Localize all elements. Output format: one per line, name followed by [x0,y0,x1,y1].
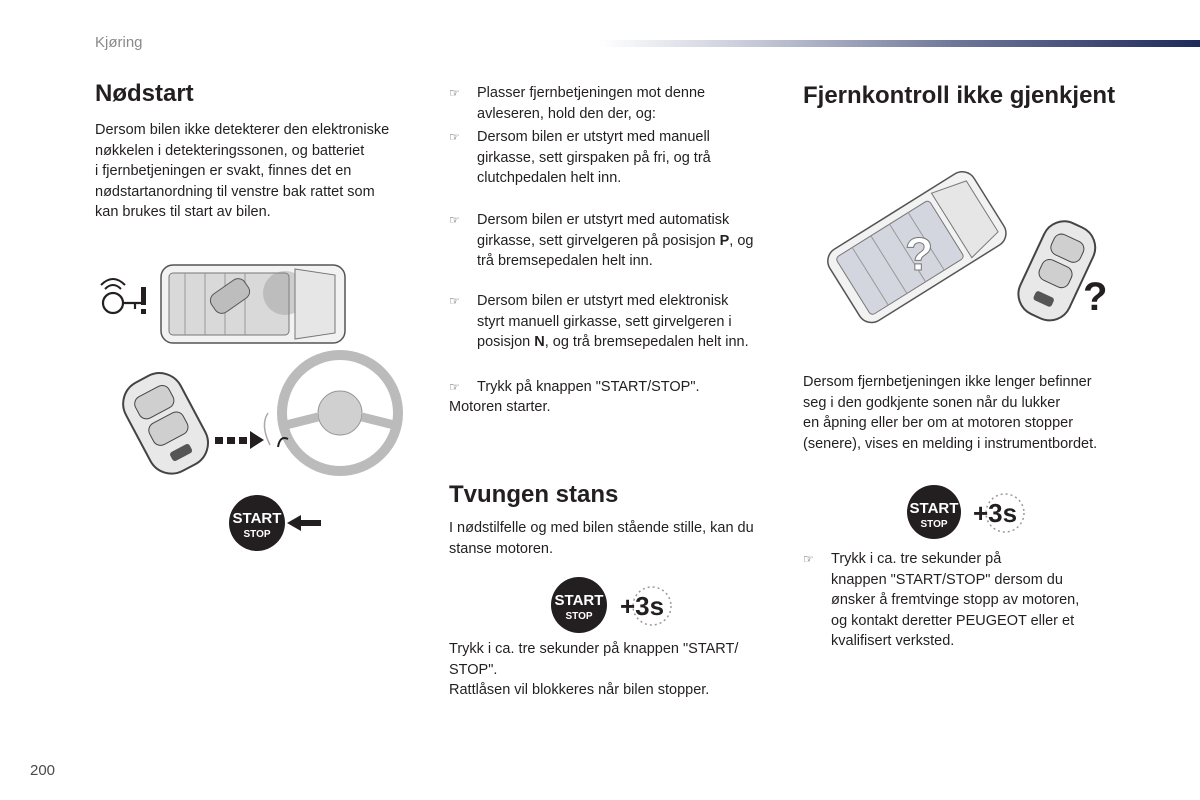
title-tvungen-stans: Tvungen stans [449,481,619,508]
intro-nodstart: Dersom bilen ikke detekterer den elektroniske nøkkelen i detekteringssonen, og batteriet i fjernbetjeningen er svakt, finnes det en nødstartanordning til venstre bak rattet som kan brukes til start av bilen. [95,122,390,220]
van-key-unknown-illustration [815,160,1125,350]
step-force-stop: ☞ Trykk i ca. tre sekunder på knappen "START/STOP" dersom du ønsker å fremtvinge stopp av motoren, og kontakt deretter PEUGEOT eller et kvalifisert verksted. [803,551,1080,649]
svg-text:START: START [909,500,959,517]
dotted-arrow [215,431,264,449]
bullet-icon: ☞ [449,86,460,100]
timer-3s-icon [973,494,1024,532]
svg-text:STOP: STOP [920,519,948,530]
step-3: ☞ Dersom bilen er utstyrt med automatisk girkasse, sett girvelgeren på posisjon P, og trå bremsepedalen helt inn. [449,212,754,269]
page-number: 200 [30,762,56,779]
question-mark-van: ? [905,228,934,280]
svg-text:STOP: STOP [243,529,271,540]
intro-fjernkontroll: Dersom fjernbetjeningen ikke lenger befinner seg i den godkjente sonen når du lukker en åpning eller ber om at motoren stopper (senere), vises en melding i instrumentbordet. [803,374,1098,452]
title-nodstart: Nødstart [95,80,194,107]
key-warning-icon [101,279,146,314]
bullet-icon: ☞ [449,294,460,308]
bullet-icon: ☞ [449,130,460,144]
key-warning-van-illustration [95,255,355,355]
bullet-icon: ☞ [449,213,460,227]
step-2: ☞ Dersom bilen er utstyrt med manuell girkasse, sett girspaken på fri, og trå clutchpedalen helt inn. [449,129,711,186]
start-stop-plus3s-col2 [548,575,678,635]
svg-text:+3s: +3s [619,591,665,621]
start-stop-plus3s-col3 [905,484,1035,544]
timer-3s-icon [620,587,671,625]
start-stop-button-col1 [225,493,325,553]
question-mark-key: ? [1083,275,1108,319]
svg-text:START: START [232,510,282,527]
emergency-start-illustration [110,355,410,485]
bullet-icon: ☞ [803,552,814,566]
header-bar [600,40,1200,47]
title-fjernkontroll: Fjernkontroll ikke gjenkjent [803,82,1116,109]
forced-stop-text: Trykk i ca. tre sekunder på knappen "START/ STOP". Rattlåsen vil blokkeres når bilen stopper. [449,641,739,698]
step-5: ☞ Trykk på knappen "START/STOP". [449,377,779,398]
svg-text:STOP: STOP [565,611,593,622]
engine-starts-text: Motoren starter. [449,399,551,415]
intro-tvungen-stans: I nødstilfelle og med bilen stående stille, kan du stanse motoren. [449,520,754,557]
arrow-left-icon [287,515,321,531]
remote-key-icon [115,365,217,482]
section-label: Kjøring [95,34,143,51]
svg-text:+3s: +3s [972,498,1018,528]
step-4: ☞ Dersom bilen er utstyrt med elektronisk styrt manuell girkasse, sett girvelgeren i posisjon N, og trå bremsepedalen helt inn. [449,293,749,350]
svg-text:START: START [554,592,604,609]
steering-wheel [264,355,398,471]
bullet-icon: ☞ [449,380,460,394]
van-top-view [161,265,345,343]
step-1: ☞ Plasser fjernbetjeningen mot denne avleseren, hold den der, og: [449,85,706,122]
